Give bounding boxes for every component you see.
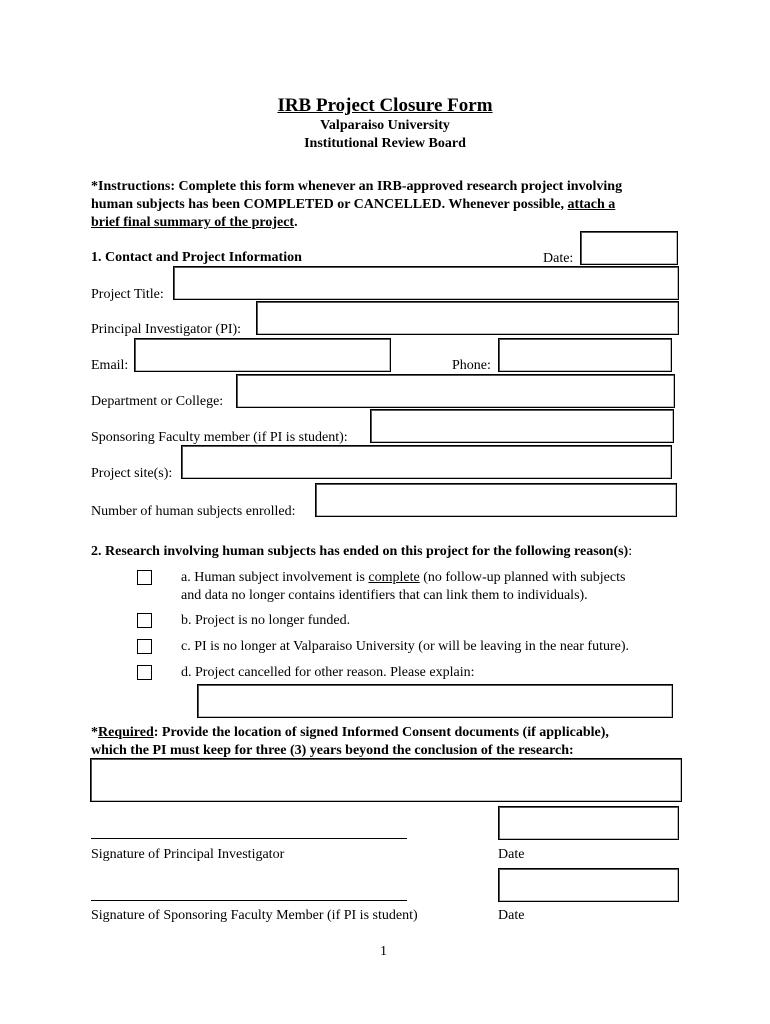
reason-c-label: c. PI is no longer at Valparaiso University (or will be leaving in the near future).: [181, 639, 630, 654]
subjects-enrolled-label: Number of human subjects enrolled:: [91, 504, 296, 519]
phone-label: Phone:: [452, 358, 491, 373]
pi-signature-label: Signature of Principal Investigator: [91, 847, 285, 862]
required-line-1: *Required: Provide the location of signed Informed Consent documents (if applicable),: [91, 725, 609, 740]
department-field[interactable]: [236, 374, 675, 408]
section-1-heading: 1. Contact and Project Information: [91, 250, 302, 265]
board-name: Institutional Review Board: [304, 136, 466, 151]
project-title-label: Project Title:: [91, 287, 164, 302]
reason-a-checkbox[interactable]: [137, 570, 152, 585]
form-title: IRB Project Closure Form: [277, 95, 493, 116]
pi-signature-line[interactable]: [91, 838, 407, 839]
attach-link-text: attach a: [567, 197, 616, 212]
pi-date-label: Date: [498, 847, 525, 862]
project-title-field[interactable]: [173, 266, 679, 300]
university-name: Valparaiso University: [320, 118, 450, 133]
email-label: Email:: [91, 358, 129, 373]
reason-a-label: a. Human subject involvement is complete (no follow-up planned with subjects: [181, 570, 626, 585]
faculty-signature-label: Signature of Sponsoring Faculty Member (if PI is student): [91, 908, 418, 923]
required-line-2: which the PI must keep for three (3) years beyond the conclusion of the research:: [91, 743, 574, 758]
reason-b-label: b. Project is no longer funded.: [181, 613, 351, 628]
subjects-enrolled-field[interactable]: [315, 483, 677, 517]
instructions-line-2: human subjects has been COMPLETED or CANCELLED. Whenever possible, attach a: [91, 197, 616, 212]
faculty-signature-line[interactable]: [91, 900, 407, 901]
instructions-line-3: brief final summary of the project.: [91, 215, 298, 230]
page-number: 1: [380, 944, 387, 959]
department-label: Department or College:: [91, 394, 224, 409]
faculty-signature-date-field[interactable]: [498, 868, 679, 902]
pi-signature-date-field[interactable]: [498, 806, 679, 840]
phone-field[interactable]: [498, 338, 672, 372]
reason-d-label: d. Project cancelled for other reason. Please explain:: [181, 665, 475, 680]
email-field[interactable]: [134, 338, 391, 372]
instructions-line-1: *Instructions: Complete this form whenever an IRB-approved research project involving: [91, 179, 623, 194]
reason-a-label-line-2: and data no longer contains identifiers that can link them to individuals).: [181, 588, 588, 603]
other-reason-field[interactable]: [197, 684, 673, 718]
project-site-field[interactable]: [181, 445, 672, 479]
reason-b-checkbox[interactable]: [137, 613, 152, 628]
project-site-label: Project site(s):: [91, 466, 173, 481]
date-field[interactable]: [580, 231, 678, 265]
sponsoring-faculty-label: Sponsoring Faculty member (if PI is student):: [91, 430, 348, 445]
pi-label: Principal Investigator (PI):: [91, 322, 242, 337]
reason-c-checkbox[interactable]: [137, 639, 152, 654]
consent-location-field[interactable]: [90, 758, 682, 802]
faculty-date-label: Date: [498, 908, 525, 923]
pi-field[interactable]: [256, 301, 679, 335]
reason-d-checkbox[interactable]: [137, 665, 152, 680]
date-label: Date:: [543, 251, 574, 266]
sponsoring-faculty-field[interactable]: [370, 409, 674, 443]
section-2-heading: 2. Research involving human subjects has ended on this project for the following reason(s):: [91, 544, 633, 559]
